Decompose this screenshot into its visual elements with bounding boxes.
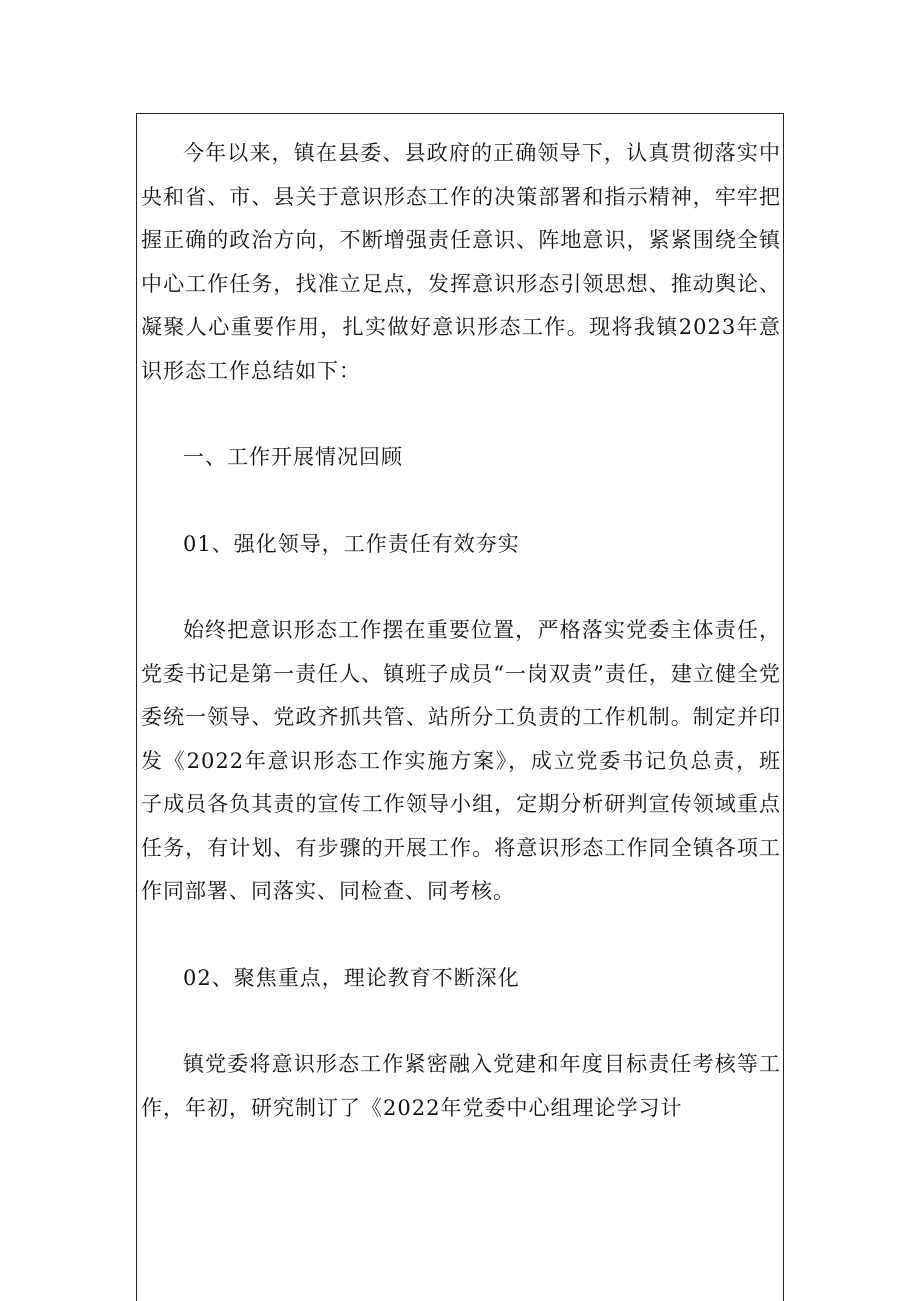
spacer xyxy=(141,1000,781,1043)
subsection-heading-1: 01、强化领导，工作责任有效夯实 xyxy=(183,531,520,556)
spacer xyxy=(141,914,781,957)
spacer xyxy=(141,566,781,609)
document-content xyxy=(141,132,781,1130)
subsection-body-1: 始终把意识形态工作摆在重要位置，严格落实党委主体责任，党委书记是第一责任人、镇班子成员“一岗双责”责任，建立健全党委统一领导、党政齐抓共管、站所分工负责的工作机制。制定并印发《2022年意识形态工作实施方案》，成立党委书记负总责，班子成员各负其责的宣传工作领导小组，定期分析研判宣传领域重点任务，有计划、有步骤的开展工作。将意识形态工作同全镇各项工作同部署、同落实、同检查、同考核。 xyxy=(141,618,781,903)
intro-paragraph: 今年以来，镇在县委、县政府的正确领导下，认真贯彻落实中央和省、市、县关于意识形态工作的决策部署和指示精神，牢牢把握正确的政治方向，不断增强责任意识、阵地意识，紧紧围绕全镇中心工作任务，找准立足点，发挥意识形态引领思想、推动舆论、凝聚人心重要作用，扎实做好意识形态工作。现将我镇2023年意识形态工作总结如下： xyxy=(141,141,781,383)
spacer xyxy=(141,393,781,436)
subsection-body-2: 镇党委将意识形态工作紧密融入党建和年度目标责任考核等工作，年初，研究制订了《2022年党委中心组理论学习计 xyxy=(141,1052,781,1120)
section-heading: 一、工作开展情况回顾 xyxy=(183,445,403,469)
subsection-heading-2: 02、聚焦重点，理论教育不断深化 xyxy=(183,965,520,990)
spacer xyxy=(141,480,781,523)
document-frame xyxy=(136,113,784,1301)
